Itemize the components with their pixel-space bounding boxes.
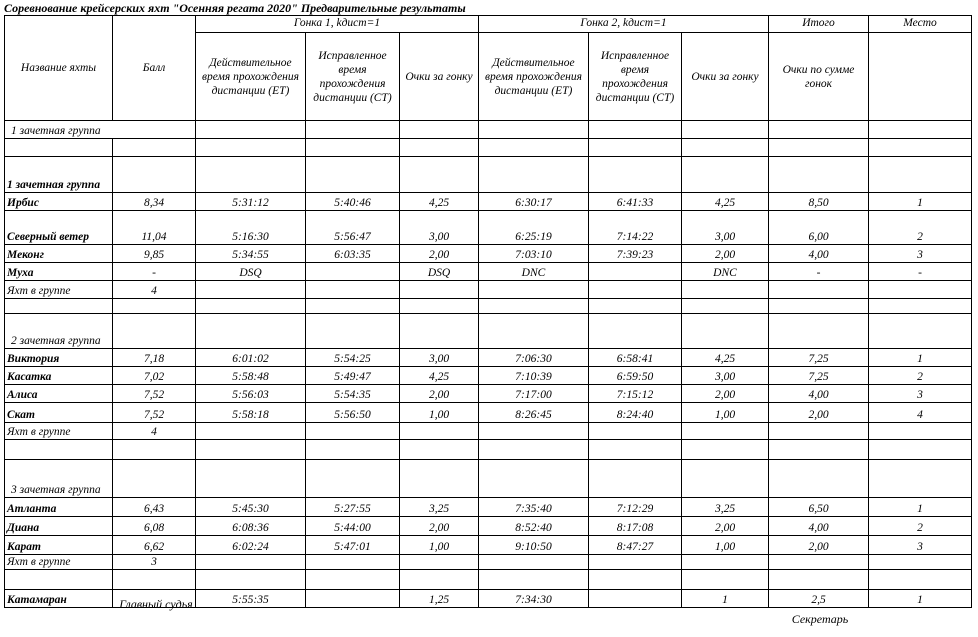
p1-cell: 2,00 [400,517,479,536]
empty-cell [5,139,113,157]
empty-cell [306,423,400,440]
ct2-cell: 6:59:50 [589,367,682,385]
ct1-cell: 6:03:35 [306,245,400,263]
place-cell: 3 [869,385,972,403]
p2-cell: DNC [682,263,769,281]
yacht-name: Касатка [5,367,113,385]
empty-cell [479,314,589,349]
p1-cell: 1,25 [400,590,479,608]
place-cell: 3 [869,536,972,555]
ct2-cell: 7:39:23 [589,245,682,263]
empty-cell [589,121,682,139]
empty-cell [113,299,196,314]
empty-cell [682,281,769,299]
et1-cell: 5:45:30 [196,498,306,517]
score-cell: 6,62 [113,536,196,555]
empty-cell [113,314,196,349]
yacht-name: Муха [5,263,113,281]
empty-cell [479,299,589,314]
group-label: 2 зачетная группа [5,314,113,349]
yacht-name: Северный ветер [5,211,113,245]
empty-cell [306,570,400,590]
sum-cell: 6,50 [769,498,869,517]
race1-pts-header: Очки за гонку [400,33,479,121]
empty-cell [589,440,682,460]
sum-header: Очки по сумме гонок [769,33,869,121]
group-top-label: 1 зачетная группа [5,121,196,139]
p1-cell: 3,00 [400,349,479,367]
sum-cell: 4,00 [769,517,869,536]
group-count-label: Яхт в группе [5,423,113,440]
empty-cell [769,121,869,139]
empty-cell [196,423,306,440]
et2-cell: 8:52:40 [479,517,589,536]
empty-cell [589,139,682,157]
empty-cell [769,281,869,299]
table-row [5,517,972,536]
table-row [5,367,972,385]
ct2-cell: 6:41:33 [589,193,682,211]
place-cell: 2 [869,367,972,385]
sheet-title: Соревнование крейсерских яхт "Осенняя регата 2020" Предварительные результаты [4,1,466,15]
p1-cell: 2,00 [400,385,479,403]
et1-cell: 5:55:35 [196,590,306,608]
empty-cell [306,460,400,498]
empty-cell [869,157,972,193]
score-cell: 7,02 [113,367,196,385]
table-row [5,245,972,263]
empty-cell [682,460,769,498]
race2-et-header: Действительное время прохождения дистанции (ET) [479,33,589,121]
et1-cell: DSQ [196,263,306,281]
place-cell: 1 [869,349,972,367]
empty-cell [769,440,869,460]
p1-cell: 4,25 [400,367,479,385]
group-count-label: Яхт в группе [5,281,113,299]
et2-cell: 7:35:40 [479,498,589,517]
empty-cell [479,121,589,139]
score-cell: - [113,263,196,281]
p2-cell: 4,25 [682,193,769,211]
spacer-row [5,440,972,460]
place-cell: 1 [869,590,972,608]
ct1-cell: 5:54:35 [306,385,400,403]
sum-cell: 7,25 [769,367,869,385]
group-count-label: Яхт в группе [5,555,113,570]
empty-cell [769,314,869,349]
empty-cell [769,555,869,570]
et1-cell: 5:31:12 [196,193,306,211]
score-cell: 6,43 [113,498,196,517]
p1-cell: 3,25 [400,498,479,517]
group-label: 1 зачетная группа [5,157,113,193]
empty-cell [479,139,589,157]
empty-cell [113,157,196,193]
empty-cell [869,314,972,349]
empty-cell [306,440,400,460]
empty-cell [479,570,589,590]
group-top-row [5,121,972,139]
empty-cell [196,570,306,590]
yacht-name: Ирбис [5,193,113,211]
place-cell: 4 [869,403,972,423]
table-row [5,498,972,517]
empty-cell [479,281,589,299]
empty-cell [869,460,972,498]
et2-cell: DNC [479,263,589,281]
empty-cell [682,157,769,193]
ct2-cell: 8:47:27 [589,536,682,555]
ct2-cell: 6:58:41 [589,349,682,367]
empty-cell [400,460,479,498]
yacht-name: Атланта [5,498,113,517]
empty-cell [400,157,479,193]
empty-cell [589,314,682,349]
empty-cell [769,460,869,498]
ct2-cell: 8:17:08 [589,517,682,536]
et2-cell: 7:34:30 [479,590,589,608]
et1-cell: 5:56:03 [196,385,306,403]
sum-cell: 4,00 [769,385,869,403]
empty-cell [113,570,196,590]
p2-cell: 2,00 [682,385,769,403]
chief-judge-signature: Главный судья [119,597,193,611]
empty-cell [306,281,400,299]
empty-cell [400,299,479,314]
empty-cell [400,440,479,460]
results-table [4,15,972,608]
group-label-row [5,460,972,498]
empty-cell [306,314,400,349]
empty-cell [5,570,113,590]
p1-cell: 1,00 [400,536,479,555]
et2-cell: 7:06:30 [479,349,589,367]
empty-cell [196,460,306,498]
score-header: Балл [113,16,196,121]
empty-cell [769,157,869,193]
empty-cell [869,440,972,460]
ct1-cell: 5:56:50 [306,403,400,423]
yacht-name: Катамаран [5,590,113,608]
et2-cell: 7:17:00 [479,385,589,403]
ct1-cell [306,590,400,608]
empty-cell [400,281,479,299]
yacht-name: Скат [5,403,113,423]
p1-cell: 4,25 [400,193,479,211]
yacht-name: Меконг [5,245,113,263]
empty-cell [479,423,589,440]
place-cell: 3 [869,245,972,263]
empty-cell [479,440,589,460]
group-label-row [5,314,972,349]
empty-cell [682,121,769,139]
et1-cell: 6:08:36 [196,517,306,536]
et2-cell: 9:10:50 [479,536,589,555]
group-count-row [5,423,972,440]
p2-cell: 3,00 [682,367,769,385]
name-header: Название яхты [5,16,113,121]
empty-cell [682,139,769,157]
place-cell: 1 [869,498,972,517]
race2-pts-header: Очки за гонку [682,33,769,121]
empty-cell [196,299,306,314]
table-row [5,385,972,403]
group-label: 3 зачетная группа [5,460,113,498]
empty-cell [682,299,769,314]
empty-cell [479,460,589,498]
empty-cell [769,299,869,314]
empty-cell [5,299,113,314]
empty-cell [589,281,682,299]
score-cell: 11,04 [113,211,196,245]
table-row [5,536,972,555]
spacer-row [5,299,972,314]
place-subheader [869,33,972,121]
table-row [5,403,972,423]
yacht-name: Виктория [5,349,113,367]
ct1-cell: 5:44:00 [306,517,400,536]
empty-cell [589,555,682,570]
score-cell: 8,34 [113,193,196,211]
ct1-cell: 5:27:55 [306,498,400,517]
ct2-cell: 8:24:40 [589,403,682,423]
table-row [5,349,972,367]
ct1-cell: 5:40:46 [306,193,400,211]
empty-cell [196,121,306,139]
empty-cell [113,139,196,157]
empty-cell [400,314,479,349]
p2-cell: 2,00 [682,517,769,536]
empty-cell [869,555,972,570]
empty-cell [113,460,196,498]
p2-cell: 4,25 [682,349,769,367]
empty-cell [589,299,682,314]
table-row [5,193,972,211]
secretary-signature: Секретарь [791,612,849,626]
p2-cell: 1,00 [682,403,769,423]
empty-cell [769,423,869,440]
ct1-cell: 5:56:47 [306,211,400,245]
empty-cell [306,139,400,157]
empty-cell [589,157,682,193]
empty-cell [589,570,682,590]
et1-cell: 5:58:18 [196,403,306,423]
et2-cell: 6:25:19 [479,211,589,245]
group-count-row [5,555,972,570]
score-cell: 6,08 [113,517,196,536]
empty-cell [196,555,306,570]
empty-cell [400,570,479,590]
ct2-cell [589,263,682,281]
race1-header: Гонка 1, kдист=1 [196,16,479,33]
empty-cell [682,570,769,590]
empty-cell [869,299,972,314]
ct2-cell [589,590,682,608]
empty-cell [400,121,479,139]
table-row [5,263,972,281]
yacht-name: Диана [5,517,113,536]
group-count-value: 3 [113,555,196,570]
empty-cell [306,299,400,314]
ct2-cell: 7:15:12 [589,385,682,403]
p2-cell: 2,00 [682,245,769,263]
table-row [5,211,972,245]
et1-cell: 5:58:48 [196,367,306,385]
et1-cell: 6:01:02 [196,349,306,367]
empty-cell [479,157,589,193]
place-cell: 1 [869,193,972,211]
empty-cell [769,570,869,590]
p2-cell: 3,25 [682,498,769,517]
et1-cell: 5:34:55 [196,245,306,263]
race2-header: Гонка 2, kдист=1 [479,16,769,33]
empty-cell [869,570,972,590]
race1-ct-header: Исправленное время прохождения дистанции (CT) [306,33,400,121]
sum-cell: 6,00 [769,211,869,245]
empty-cell [306,157,400,193]
place-cell: 2 [869,517,972,536]
ct1-cell [306,263,400,281]
sum-cell: 2,00 [769,536,869,555]
empty-cell [306,555,400,570]
sum-cell: 8,50 [769,193,869,211]
empty-cell [869,139,972,157]
empty-cell [682,314,769,349]
sum-cell: 2,5 [769,590,869,608]
empty-cell [400,555,479,570]
ct1-cell: 5:47:01 [306,536,400,555]
ct2-cell: 7:12:29 [589,498,682,517]
empty-cell [400,139,479,157]
spacer-row [5,139,972,157]
p2-cell: 3,00 [682,211,769,245]
place-header: Место [869,16,972,33]
p1-cell: DSQ [400,263,479,281]
sum-cell: 2,00 [769,403,869,423]
p2-cell: 1,00 [682,536,769,555]
place-cell: 2 [869,211,972,245]
et2-cell: 6:30:17 [479,193,589,211]
group-label-row [5,157,972,193]
empty-cell [196,314,306,349]
et1-cell: 6:02:24 [196,536,306,555]
empty-cell [113,440,196,460]
sum-cell: - [769,263,869,281]
ct1-cell: 5:54:25 [306,349,400,367]
group-count-value: 4 [113,423,196,440]
race1-et-header: Действительное время прохождения дистанции (ET) [196,33,306,121]
empty-cell [589,460,682,498]
sum-cell: 4,00 [769,245,869,263]
empty-cell [589,423,682,440]
spacer-row [5,570,972,590]
empty-cell [769,139,869,157]
score-cell: 7,18 [113,349,196,367]
empty-cell [196,157,306,193]
empty-cell [196,281,306,299]
p2-cell: 1 [682,590,769,608]
p1-cell: 2,00 [400,245,479,263]
empty-cell [479,555,589,570]
et1-cell: 5:16:30 [196,211,306,245]
et2-cell: 7:03:10 [479,245,589,263]
group-count-row [5,281,972,299]
empty-cell [196,440,306,460]
empty-cell [400,423,479,440]
empty-cell [869,423,972,440]
sum-cell: 7,25 [769,349,869,367]
empty-cell [682,423,769,440]
empty-cell [196,139,306,157]
empty-cell [682,555,769,570]
place-cell: - [869,263,972,281]
score-cell: 7,52 [113,385,196,403]
ct1-cell: 5:49:47 [306,367,400,385]
p1-cell: 1,00 [400,403,479,423]
et2-cell: 8:26:45 [479,403,589,423]
race2-ct-header: Исправленное время прохождения дистанции (CT) [589,33,682,121]
group-count-value: 4 [113,281,196,299]
total-header: Итого [769,16,869,33]
empty-cell [306,121,400,139]
p1-cell: 3,00 [400,211,479,245]
empty-cell [5,440,113,460]
empty-cell [682,440,769,460]
yacht-name: Карат [5,536,113,555]
ct2-cell: 7:14:22 [589,211,682,245]
score-cell: 7,52 [113,403,196,423]
score-cell: 9,85 [113,245,196,263]
empty-cell [869,121,972,139]
yacht-name: Алиса [5,385,113,403]
et2-cell: 7:10:39 [479,367,589,385]
empty-cell [869,281,972,299]
